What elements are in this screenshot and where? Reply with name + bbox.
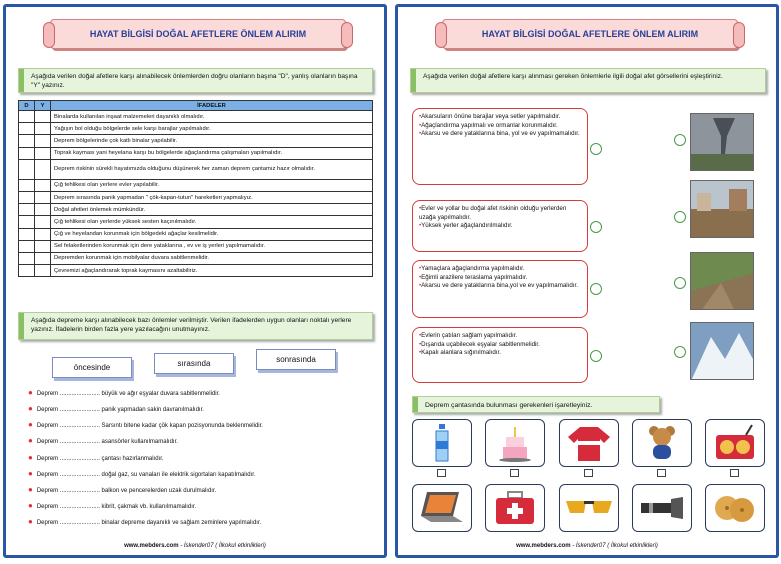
table-row: [19, 265, 373, 277]
statement-text: Doğal afetleri önlemek mümkündür.: [51, 204, 373, 216]
answer-y-cell[interactable]: [35, 252, 51, 264]
answer-d-cell[interactable]: [19, 265, 35, 277]
statement-text: Deprem sırasında panik yapmadan " çök-kapan-tutun" hareketleri yapmalıyız.: [51, 191, 373, 203]
word-sirasinda: sırasında: [154, 353, 234, 374]
fill-item: ● Deprem ........................ panik yapmadan sakin davranılmalıdır.: [28, 404, 204, 413]
match-dot-right-3[interactable]: [674, 277, 686, 289]
fill-item: ● Deprem ........................ çantası hazırlanmalıdır.: [28, 453, 164, 462]
blank[interactable]: ........................: [59, 472, 100, 478]
blank[interactable]: ........................: [59, 423, 100, 429]
table-row: [19, 111, 373, 123]
item-tile[interactable]: [559, 419, 619, 467]
answer-d-cell[interactable]: [19, 123, 35, 135]
cake-icon: [495, 423, 535, 463]
measure-card-2: • Evler ve yollar bu doğal afet riskinin olduğu yerlerden uzağa yapılmalıdır. • Yüksek yerler ağaçlandırılmalıdır.: [412, 200, 588, 252]
blank[interactable]: ........................: [59, 391, 100, 397]
word-oncesinde: öncesinde: [52, 357, 132, 378]
answer-y-cell[interactable]: [35, 111, 51, 123]
blank[interactable]: ........................: [59, 456, 100, 462]
table-row: [19, 159, 373, 179]
left-footer: www.mebders.com - İskender07 ( İlkokul etkinlikleri): [124, 543, 266, 549]
statement-text: Çığ ve heyelandan korunmak için bölgedeki ağaçlar kesilmelidir.: [51, 228, 373, 240]
item-checkbox[interactable]: [510, 469, 519, 477]
statement-text: Depremden korunmak için mobilyalar duvara sabitlenmelidir.: [51, 252, 373, 264]
table-row: [19, 123, 373, 135]
answer-d-cell[interactable]: [19, 159, 35, 179]
right-title: HAYAT BİLGİSİ DOĞAL AFETLERE ÖNLEM ALIRIM: [481, 29, 699, 39]
match-dot-left-1[interactable]: [590, 143, 602, 155]
answer-d-cell[interactable]: [19, 135, 35, 147]
item-checkbox[interactable]: [584, 469, 593, 477]
answer-d-cell[interactable]: [19, 111, 35, 123]
avalanche-photo: [690, 322, 754, 380]
table-row: [19, 216, 373, 228]
answer-d-cell[interactable]: [19, 204, 35, 216]
fill-item: ● Deprem ........................ Sarsıntı bitene kadar çök kapan pozisyonunda beklenmelidir.: [28, 420, 263, 429]
flashlight-icon: [637, 493, 687, 523]
item-tile[interactable]: [632, 419, 692, 467]
table-row: [19, 147, 373, 159]
water-bottle-icon: [432, 423, 452, 463]
answer-y-cell[interactable]: [35, 240, 51, 252]
item-tile[interactable]: [632, 484, 692, 532]
answer-y-cell[interactable]: [35, 123, 51, 135]
match-dot-left-2[interactable]: [590, 221, 602, 233]
word-sonrasinda: sonrasında: [256, 349, 336, 370]
measure-card-4: • Evlerin çatıları sağlam yapılmalıdır. • Dışarıda uçabilecek eşyalar sabitlenmelidir. • Kapalı alanlara sığınılmalıdır.: [412, 327, 588, 383]
statement-text: Toprak kayması yani heyelana karşı bu bölgelerde ağaçlandırma çalışmaları yapılmalıdır.: [51, 147, 373, 159]
answer-y-cell[interactable]: [35, 159, 51, 179]
right-footer: www.mebders.com - İskender07 ( İlkokul etkinlikleri): [516, 543, 658, 549]
answer-d-cell[interactable]: [19, 191, 35, 203]
fill-item: ● Deprem ........................ kibrit, çakmak vb. kullanılmamalıdır.: [28, 501, 197, 510]
item-tile[interactable]: [559, 484, 619, 532]
statement-text: Çığ tehlikesi olan yerlere evler yapılabilir.: [51, 179, 373, 191]
fill-item: ● Deprem ........................ büyük ve ağır eşyalar duvara sabitlenmelidir.: [28, 388, 220, 397]
statement-text: Çığ tehlikesi olan yerlerde yüksek sesten kaçınılmalıdır.: [51, 216, 373, 228]
answer-y-cell[interactable]: [35, 135, 51, 147]
answer-y-cell[interactable]: [35, 191, 51, 203]
match-dot-left-4[interactable]: [590, 350, 602, 362]
statement-text: Binalarda kullanılan inşaat malzemeleri dayanıklı olmalıdır.: [51, 111, 373, 123]
header-ifadeler: İFADELER: [51, 101, 373, 111]
answer-d-cell[interactable]: [19, 216, 35, 228]
true-false-table: [18, 100, 373, 277]
statement-text: Deprem bölgelerinde çok katlı binalar yapılabilir.: [51, 135, 373, 147]
left-page: [3, 4, 387, 558]
left-title-banner: [50, 19, 346, 49]
item-tile[interactable]: [705, 419, 765, 467]
answer-d-cell[interactable]: [19, 228, 35, 240]
item-tile[interactable]: [705, 484, 765, 532]
table-row: [19, 228, 373, 240]
fill-item: ● Deprem ........................ asansörler kullanılmamalıdır.: [28, 436, 178, 445]
answer-d-cell[interactable]: [19, 240, 35, 252]
table-row: [19, 252, 373, 264]
item-tile[interactable]: [485, 419, 545, 467]
answer-y-cell[interactable]: [35, 216, 51, 228]
measure-card-1: • Akarsuların önüne barajlar veya setler yapılmalıdır. • Ağaçlandırma yapılmalı ve ormanlar korunmalıdır. • Akarsu ve dere yataklarına bina, yol ve ev yapılmamalıdır.: [412, 108, 588, 185]
match-dot-right-4[interactable]: [674, 346, 686, 358]
statement-text: Deprem riskinin sürekli hayatımızda olduğunu düşünerek her zaman deprem çantamız hazır olmalıdır.: [51, 159, 373, 179]
statement-text: Sel felaketlerinden korunmak için dere yataklarına , ev ve iş yerleri yapılmamalıdır.: [51, 240, 373, 252]
landslide-photo: [690, 252, 754, 310]
blank[interactable]: ........................: [59, 439, 100, 445]
header-y: Y: [35, 101, 51, 111]
blank[interactable]: ........................: [59, 407, 100, 413]
right-instruction-2: Deprem çantasında bulunması gerekenleri işaretleyiniz.: [412, 396, 660, 413]
item-checkbox[interactable]: [657, 469, 666, 477]
statement-text: Çevremizi ağaçlandırarak toprak kaymasını azaltabiliriz.: [51, 265, 373, 277]
radio-icon: [714, 423, 756, 463]
left-instruction-1: Aşağıda verilen doğal afetlere karşı alınabilecek önlemlerden doğru olanların başına "D", yanlış olanların başına "Y" yazınız.: [18, 68, 373, 93]
table-row: [19, 240, 373, 252]
fill-item: ● Deprem ........................ balkon ve pencerelerden uzak durulmalıdır.: [28, 485, 217, 494]
item-tile[interactable]: [412, 419, 472, 467]
answer-d-cell[interactable]: [19, 179, 35, 191]
biscuit-icon: [712, 488, 758, 528]
blank[interactable]: ........................: [59, 504, 100, 510]
table-row: [19, 135, 373, 147]
match-dot-left-3[interactable]: [590, 283, 602, 295]
answer-y-cell[interactable]: [35, 204, 51, 216]
right-title-banner: [442, 19, 738, 49]
item-tile[interactable]: [412, 484, 472, 532]
fill-item: ● Deprem ........................ binalar depreme dayanıklı ve sağlam zeminlere yapılmalıdır.: [28, 517, 262, 526]
item-checkbox[interactable]: [437, 469, 446, 477]
item-tile[interactable]: [485, 484, 545, 532]
laptop-icon: [419, 488, 465, 528]
right-instruction-1: Aşağıda verilen doğal afetlere karşı alınması gereken önlemlerle ilgili doğal afet görsellerini eşleştiriniz.: [410, 68, 766, 93]
fill-item: ● Deprem ........................ doğal gaz, su vanaları ile elektrik sigortaları kapatılmalıdır.: [28, 469, 256, 478]
answer-y-cell[interactable]: [35, 265, 51, 277]
item-checkbox[interactable]: [730, 469, 739, 477]
teddy-bear-icon: [642, 423, 682, 463]
header-d: D: [19, 101, 35, 111]
table-row: [19, 204, 373, 216]
flood-photo: [690, 180, 754, 238]
sweater-icon: [566, 423, 612, 463]
measure-card-3: • Yamaçlara ağaçlandırma yapılmalıdır. • Eğimli arazilere teraslama yapılmalıdır. • Akarsu ve dere yataklarına bina,yol ve ev yapılmamalıdır.: [412, 260, 588, 318]
match-dot-right-1[interactable]: [674, 134, 686, 146]
match-dot-right-2[interactable]: [674, 211, 686, 223]
blank[interactable]: ........................: [59, 488, 100, 494]
left-instruction-2: Aşağıda depreme karşı alınabilecek bazı önlemler verilmiştir. Verilen ifadelerden uygun olanları noktalı yerlere yazınız. İfadelerin birden fazla yere yazılacağını unutmayınız.: [18, 312, 373, 340]
table-row: [19, 179, 373, 191]
statement-text: Yağışın bol olduğu bölgelerde sele karşı barajlar yapılmalıdır.: [51, 123, 373, 135]
answer-y-cell[interactable]: [35, 228, 51, 240]
answer-d-cell[interactable]: [19, 252, 35, 264]
table-row: [19, 191, 373, 203]
answer-y-cell[interactable]: [35, 147, 51, 159]
left-title: HAYAT BİLGİSİ DOĞAL AFETLERE ÖNLEM ALIRIM: [89, 29, 307, 39]
tornado-photo: [690, 113, 754, 171]
answer-y-cell[interactable]: [35, 179, 51, 191]
right-page: [395, 4, 779, 558]
first-aid-kit-icon: [494, 488, 536, 528]
sunglasses-icon: [564, 493, 614, 523]
answer-d-cell[interactable]: [19, 147, 35, 159]
blank[interactable]: ........................: [59, 520, 100, 526]
